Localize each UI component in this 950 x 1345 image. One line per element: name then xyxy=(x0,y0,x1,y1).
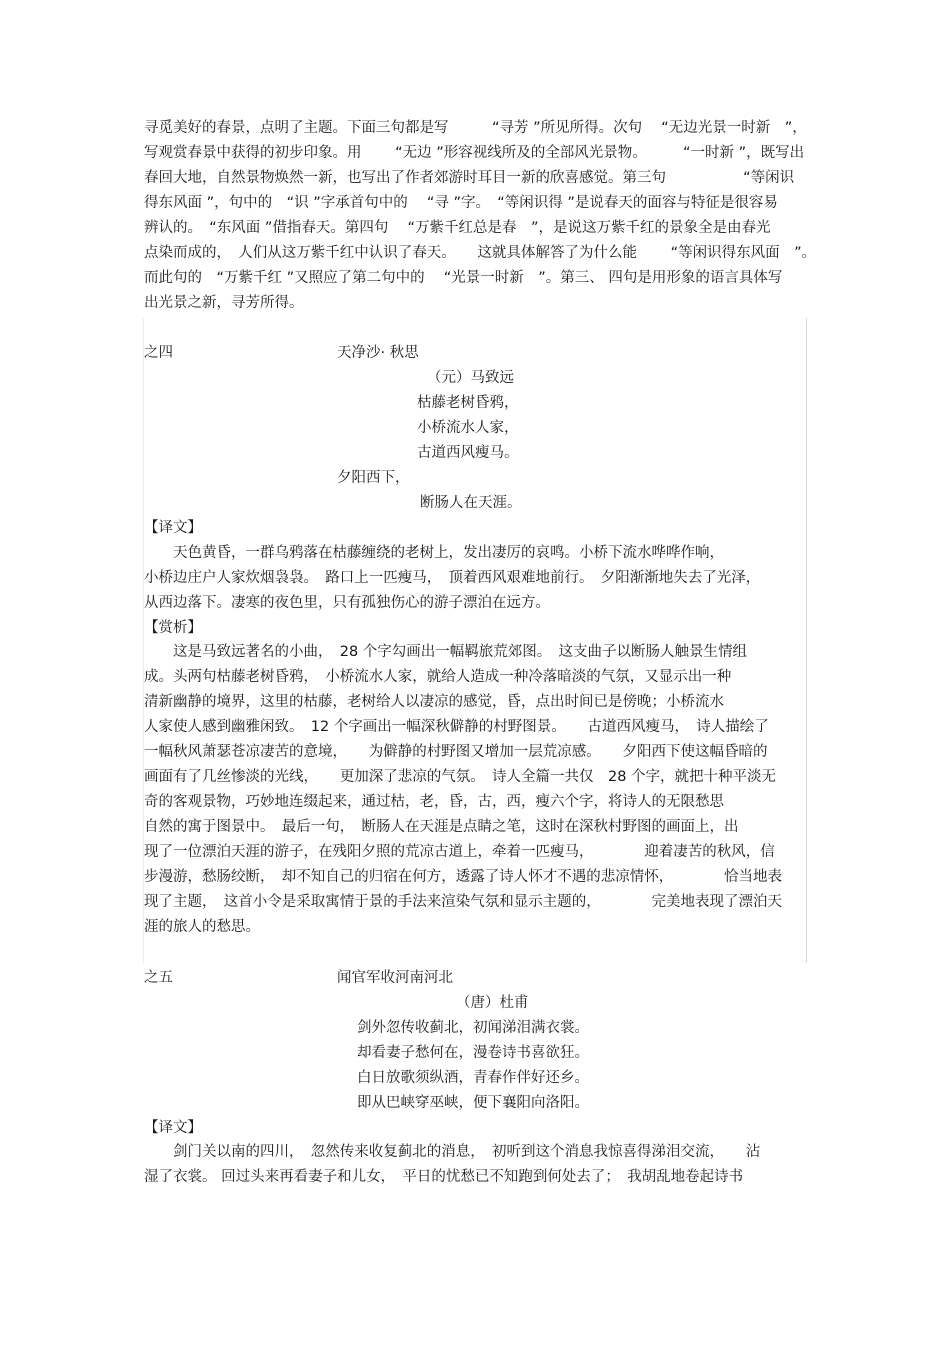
appreciation-line: 成。头两句枯藤老树昏鸦， 小桥流水人家，就给人造成一种冷落暗淡的气氛，又显示出一种 xyxy=(144,669,732,685)
poem-line: 却看妻子愁何在，漫卷诗书喜欲狂。 xyxy=(357,1045,589,1061)
appreciation-line: 自然的寓于图景中。 最后一句， 断肠人在天涯是点睛之笔，这时在深秋村野图的画面上，出 xyxy=(144,819,739,835)
appreciation-line: 现了主题， 这首小令是采取寓情于景的手法来渲染气氛和显示主题的， 完美地表现了漂泊天 xyxy=(144,894,782,910)
appreciation-line: 一幅秋风萧瑟苍凉凄苦的意境， 为僻静的村野图又增加一层荒凉感。 夕阳西下使这幅昏暗的 xyxy=(144,744,768,760)
translation-heading: 【译文】 xyxy=(144,1120,202,1136)
text-line: 而此句的 “万紫千红 ”又照应了第二句中的 “光景一时新 ”。第三、 四句是用形象的语言具体写 xyxy=(144,270,783,286)
appreciation-heading: 【赏析】 xyxy=(144,620,202,636)
poem-line: 剑外忽传收蓟北，初闻涕泪满衣裳。 xyxy=(357,1020,589,1036)
appreciation-line: 奇的客观景物，巧妙地连缀起来，通过枯，老，昏，古，西，瘦六个字，将诗人的无限愁思 xyxy=(144,794,724,810)
text-line: 春回大地，自然景物焕然一新，也写出了作者郊游时耳目一新的欣喜感觉。第三句 “等闲识 xyxy=(144,170,795,186)
text-line: 出光景之新，寻芳所得。 xyxy=(144,295,304,311)
translation-line: 湿了衣裳。 回过头来再看妻子和儿女， 平日的忧愁已不知跑到何处去了； 我胡乱地卷起诗书 xyxy=(144,1169,744,1185)
translation-line: 天色黄昏，一群乌鸦落在枯藤缠绕的老树上，发出凄厉的哀鸣。小桥下流水哗哗作响， xyxy=(144,545,724,561)
appreciation-line: 画面有了几丝惨淡的光线， 更加深了悲凉的气氛。 诗人全篇一共仅 28 个字，就把十种平淡无 xyxy=(144,769,777,785)
section-number: 之四 xyxy=(144,345,173,361)
translation-line: 小桥边庄户人家炊烟袅袅。 路口上一匹瘦马， 顶着西风艰难地前行。 夕阳渐渐地失去了光泽， xyxy=(144,570,761,586)
translation-line: 剑门关以南的四川， 忽然传来收复蓟北的消息， 初听到这个消息我惊喜得涕泪交流， 沾 xyxy=(144,1144,761,1160)
appreciation-line: 这是马致远著名的小曲， 28 个字勾画出一幅羁旅荒郊图。 这支曲子以断肠人触景生情组 xyxy=(144,644,748,660)
appreciation-line: 清新幽静的境界，这里的枯藤，老树给人以凄凉的感觉，昏，点出时间已是傍晚；小桥流水 xyxy=(144,694,724,710)
text-line: 点染而成的， 人们从这万紫千红中认识了春天。 这就具体解答了为什么能 “等闲识得东风面 ”。 xyxy=(144,245,817,261)
translation-heading: 【译文】 xyxy=(144,520,202,536)
poem-line: 古道西风瘦马。 xyxy=(417,445,519,461)
translation-line: 从西边落下。凄寒的夜色里，只有孤独伤心的游子漂泊在远方。 xyxy=(144,595,550,611)
poem-title: 闻官军收河南河北 xyxy=(337,970,453,986)
poem-line: 枯藤老树昏鸦， xyxy=(417,395,519,411)
poem-line: 小桥流水人家， xyxy=(417,420,519,436)
appreciation-line: 步漫游，愁肠绞断， 却不知自己的归宿在何方，透露了诗人怀才不遇的悲凉情怀， 恰当地表 xyxy=(144,869,782,885)
appreciation-line: 涯的旅人的愁思。 xyxy=(144,919,260,935)
poem-author: （元）马致远 xyxy=(427,370,514,386)
poem-title: 天净沙· 秋思 xyxy=(337,345,419,361)
table-border-right xyxy=(806,318,807,963)
poem-author: （唐）杜甫 xyxy=(456,995,529,1011)
poem-line: 白日放歌须纵酒，青春作伴好还乡。 xyxy=(357,1070,589,1086)
text-line: 辨认的。 “东风面 ”借指春天。第四句 “万紫千红总是春 ”，是说这万紫千红的景象全是由春光 xyxy=(144,220,771,236)
poem-line: 夕阳西下， xyxy=(337,470,410,486)
poem-line: 断肠人在天涯。 xyxy=(420,495,522,511)
appreciation-line: 现了一位漂泊天涯的游子，在残阳夕照的荒凉古道上，牵着一匹瘦马， 迎着凄苦的秋风，信 xyxy=(144,844,775,860)
text-line: 写观赏春景中获得的初步印象。用 “无边 ”形容视线所及的全部风光景物。 “一时新 ”，既写出 xyxy=(144,145,805,161)
section-number: 之五 xyxy=(144,970,173,986)
text-line: 得东风面 ”，句中的 “识 ”字承首句中的 “寻 ”字。 “等闲识得 ”是说春天的面容与特征是很容易 xyxy=(144,195,778,211)
appreciation-line: 人家使人感到幽雅闲致。 12 个字画出一幅深秋僻静的村野图景。 古道西风瘦马， 诗人描绘了 xyxy=(144,719,769,735)
text-line: 寻觅美好的春景，点明了主题。下面三句都是写 “寻芳 ”所见所得。次句 “无边光景一时新 ”， xyxy=(144,120,807,136)
poem-line: 即从巴峡穿巫峡，便下襄阳向洛阳。 xyxy=(357,1095,589,1111)
